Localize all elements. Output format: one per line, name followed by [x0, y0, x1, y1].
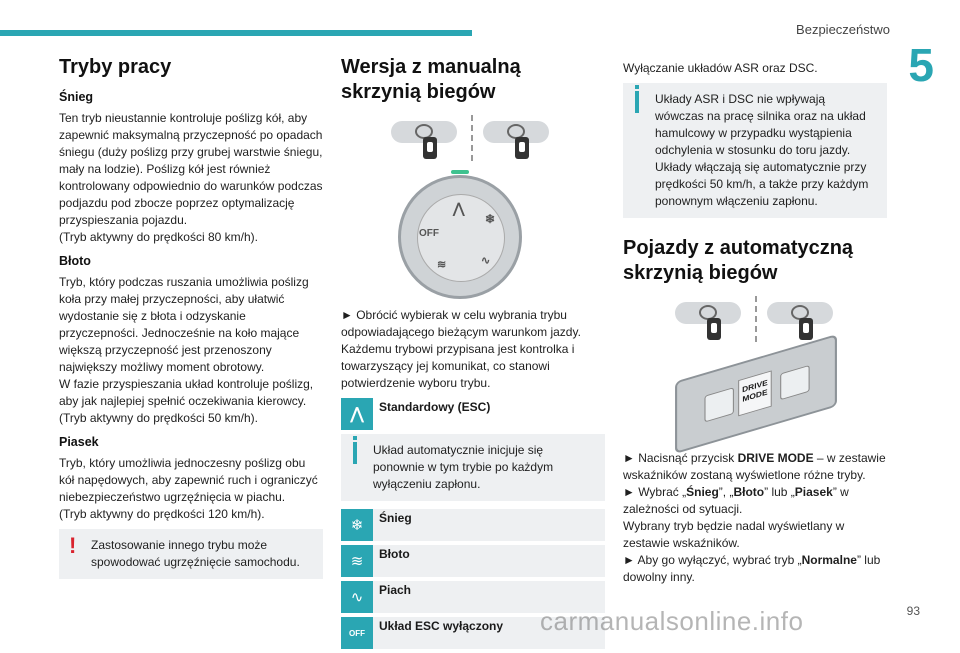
mode-standard: ⋀ Standardowy (ESC) [341, 398, 605, 430]
mode-selector-knob [398, 175, 522, 299]
warning-icon: ! [69, 533, 77, 558]
section-title: Bezpieczeństwo [796, 22, 890, 37]
paddle-icon [515, 137, 529, 159]
paddle-icon [423, 137, 437, 159]
info-text: Układy ASR i DSC nie wpływają wówczas na pracę silnika oraz na układ hamulcowy w przypadku wystąpienia odchylenia w stosunku do toru jazdy. Układy włączają się automatycznie przy prędkości 50 km/h, a także przy każdym ponownym włączeniu zapłonu. [655, 92, 869, 208]
manual-heading: Wersja z manualną skrzynią biegów [341, 56, 521, 103]
sand-icon: ∿ [341, 581, 373, 613]
arrow-right-icon [780, 365, 809, 400]
mud-heading: Błoto [59, 254, 91, 268]
snowflake-icon: ❄ [485, 212, 496, 226]
mud-text: Tryb, który podczas ruszania umożliwia poślizg koła przy małej przyczepności, aby ułatwić wydostanie się z błota i odzyskanie przyczepności. Jednocześnie na koło mające większą przyczepność jest przenoszony największy możliwy moment obrotowy. W fazie przyspieszania układ kontroluje poślizg, aby jak najlepiej spełnić oczekiwania kierowcy. (Tryb aktywny do prędkości 50 km/h). [59, 275, 314, 425]
esc-off-label: OFF [419, 228, 439, 239]
mode-esc-off: OFF Układ ESC wyłączony [341, 617, 605, 649]
mud-icon: ≋ [437, 259, 447, 271]
chapter-number: 5 [908, 39, 934, 91]
watermark: carmanualsonline.info [540, 606, 804, 636]
steering-wheels-figure [391, 115, 605, 165]
column-automatic [623, 60, 887, 592]
snow-text: Ten tryb nieustannie kontroluje poślizg kół, aby zapewnić maksymalną przyczepność po opadach śniegu (duży poślizg przy grubej warstwie śniegu, mały na lodzie). Poślizg kół jest również kontrolowany odpowiednio do warunków podczas podjazdu pod zbocze poprzez optymalizację przyspieszania pojazdu. (Tryb aktywny do prędkości 80 km/h). [59, 111, 323, 244]
asr-intro: Wyłączanie układów ASR oraz DSC. [623, 61, 818, 75]
esc-off-icon: OFF [341, 617, 373, 649]
knob-led-icon [451, 170, 469, 174]
road-icon: ⋀ [341, 398, 373, 430]
drive-mode-panel [675, 334, 837, 454]
sand-heading: Piasek [59, 435, 99, 449]
sand-icon: ∿ [481, 255, 491, 267]
snowflake-icon: ❄ [341, 509, 373, 541]
paddle-icon [799, 318, 813, 340]
mud-icon: ≋ [341, 545, 373, 577]
figure-divider [471, 115, 473, 161]
warning-box [59, 529, 323, 579]
snow-heading: Śnieg [59, 90, 94, 104]
sand-text: Tryb, który umożliwia jednoczesny poślizg obu kół napędowych, aby zapewnić ruch i ograniczyć niebezpieczeństwo ugrzęźnięcia w piachu. (Tryb aktywny do prędkości 120 km/h). [59, 456, 318, 521]
warning-text: Zastosowanie innego trybu może spowodować ugrzęźnięcie samochodu. [91, 538, 300, 569]
road-icon: ⋀ [453, 200, 465, 216]
header-accent-bar [0, 30, 472, 36]
info-icon [353, 436, 357, 440]
info-box [341, 434, 605, 501]
modes-heading: Tryby pracy [59, 56, 172, 78]
manual-instruction: ► Obrócić wybierak w celu wybrania trybu odpowiadającego bieżącym warunkom jazdy. Każdemu trybowi przypisana jest kontrolka i towarzyszący jej komunikat, co stanowi potwierdzenie wyboru trybu. [341, 308, 581, 390]
drive-mode-label: DRIVE MODE [738, 370, 772, 416]
mode-snow: ❄ Śnieg [341, 509, 605, 541]
figure-divider [755, 296, 757, 342]
column-modes [59, 55, 323, 579]
automatic-heading: Pojazdy z automatyczną skrzynią biegów [623, 237, 854, 284]
info-box [623, 83, 887, 218]
info-text: Układ automatycznie inicjuje się ponownie w tym trybie po każdym wyłączeniu zapłonu. [373, 443, 554, 491]
mode-sand: ∿ Piach [341, 581, 605, 613]
arrow-left-icon [704, 387, 733, 422]
page-number: 93 [906, 604, 920, 618]
column-manual [341, 55, 605, 653]
mode-mud: ≋ Błoto [341, 545, 605, 577]
paddle-icon [707, 318, 721, 340]
automatic-instruction: ► Nacisnąć przycisk DRIVE MODE – w zestawie wskaźników zostaną wyświetlone różne tryby. ► Wybrać „Śnieg”, „Błoto” lub „Piasek” w zależności od sytuacji. Wybrany tryb będzie nadal wyświetlany w zestawie wskaźników. ► Aby go wyłączyć, wybrać tryb „Normalne” lub dowolny inny. [623, 451, 886, 584]
info-icon [635, 85, 639, 89]
steering-wheels-figure [675, 296, 887, 346]
